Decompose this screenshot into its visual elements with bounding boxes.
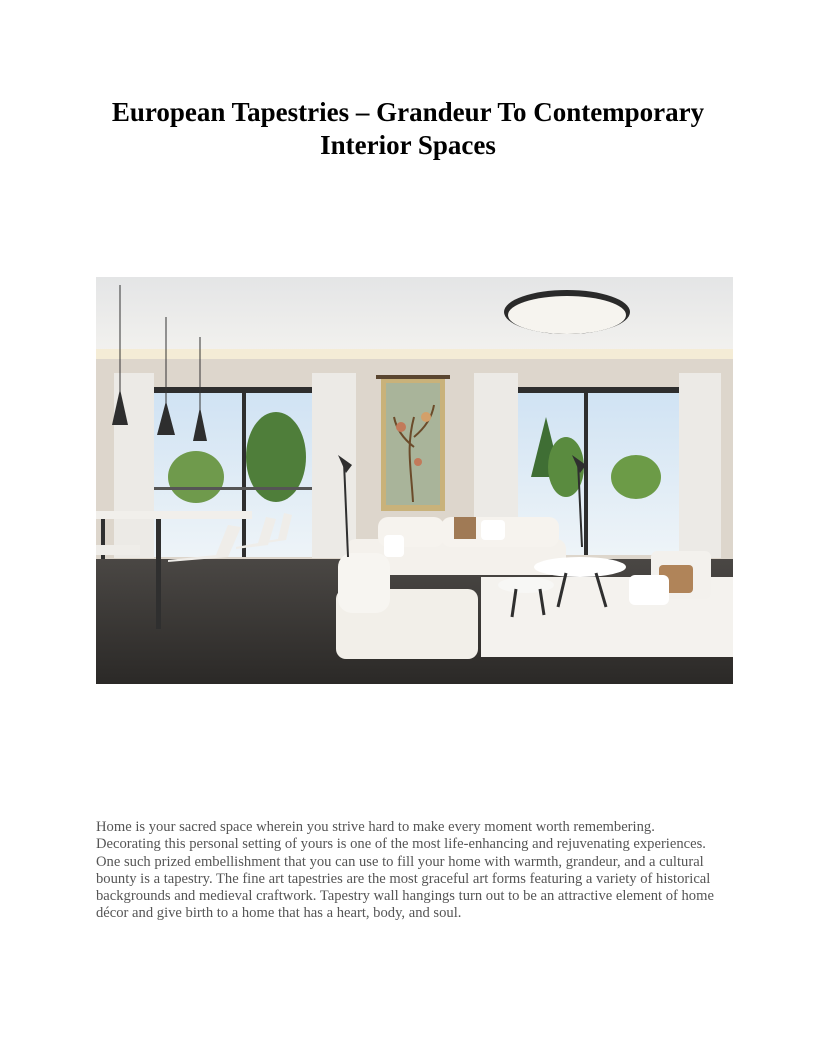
body-paragraph: Home is your sacred space wherein you strive hard to make every moment worth remembering. Decorating this personal setting of yours is one of the most life-enhancing and rejuvenating experiences. One such prized embellishment that you can use to fill your home with warmth, grandeur, and a cultural bounty is a tapestry. The fine art tapestries are the most graceful art forms featuring a variety of historical backgrounds and medieval craftwork. Tapestry wall hangings turn out to be an attractive element of home décor and give birth to a home that has a heart, body, and soul. bbox=[96, 819, 714, 922]
page-title: European Tapestries – Grandeur To Contemporary Interior Spaces bbox=[111, 97, 705, 160]
living-room-image bbox=[96, 277, 733, 684]
